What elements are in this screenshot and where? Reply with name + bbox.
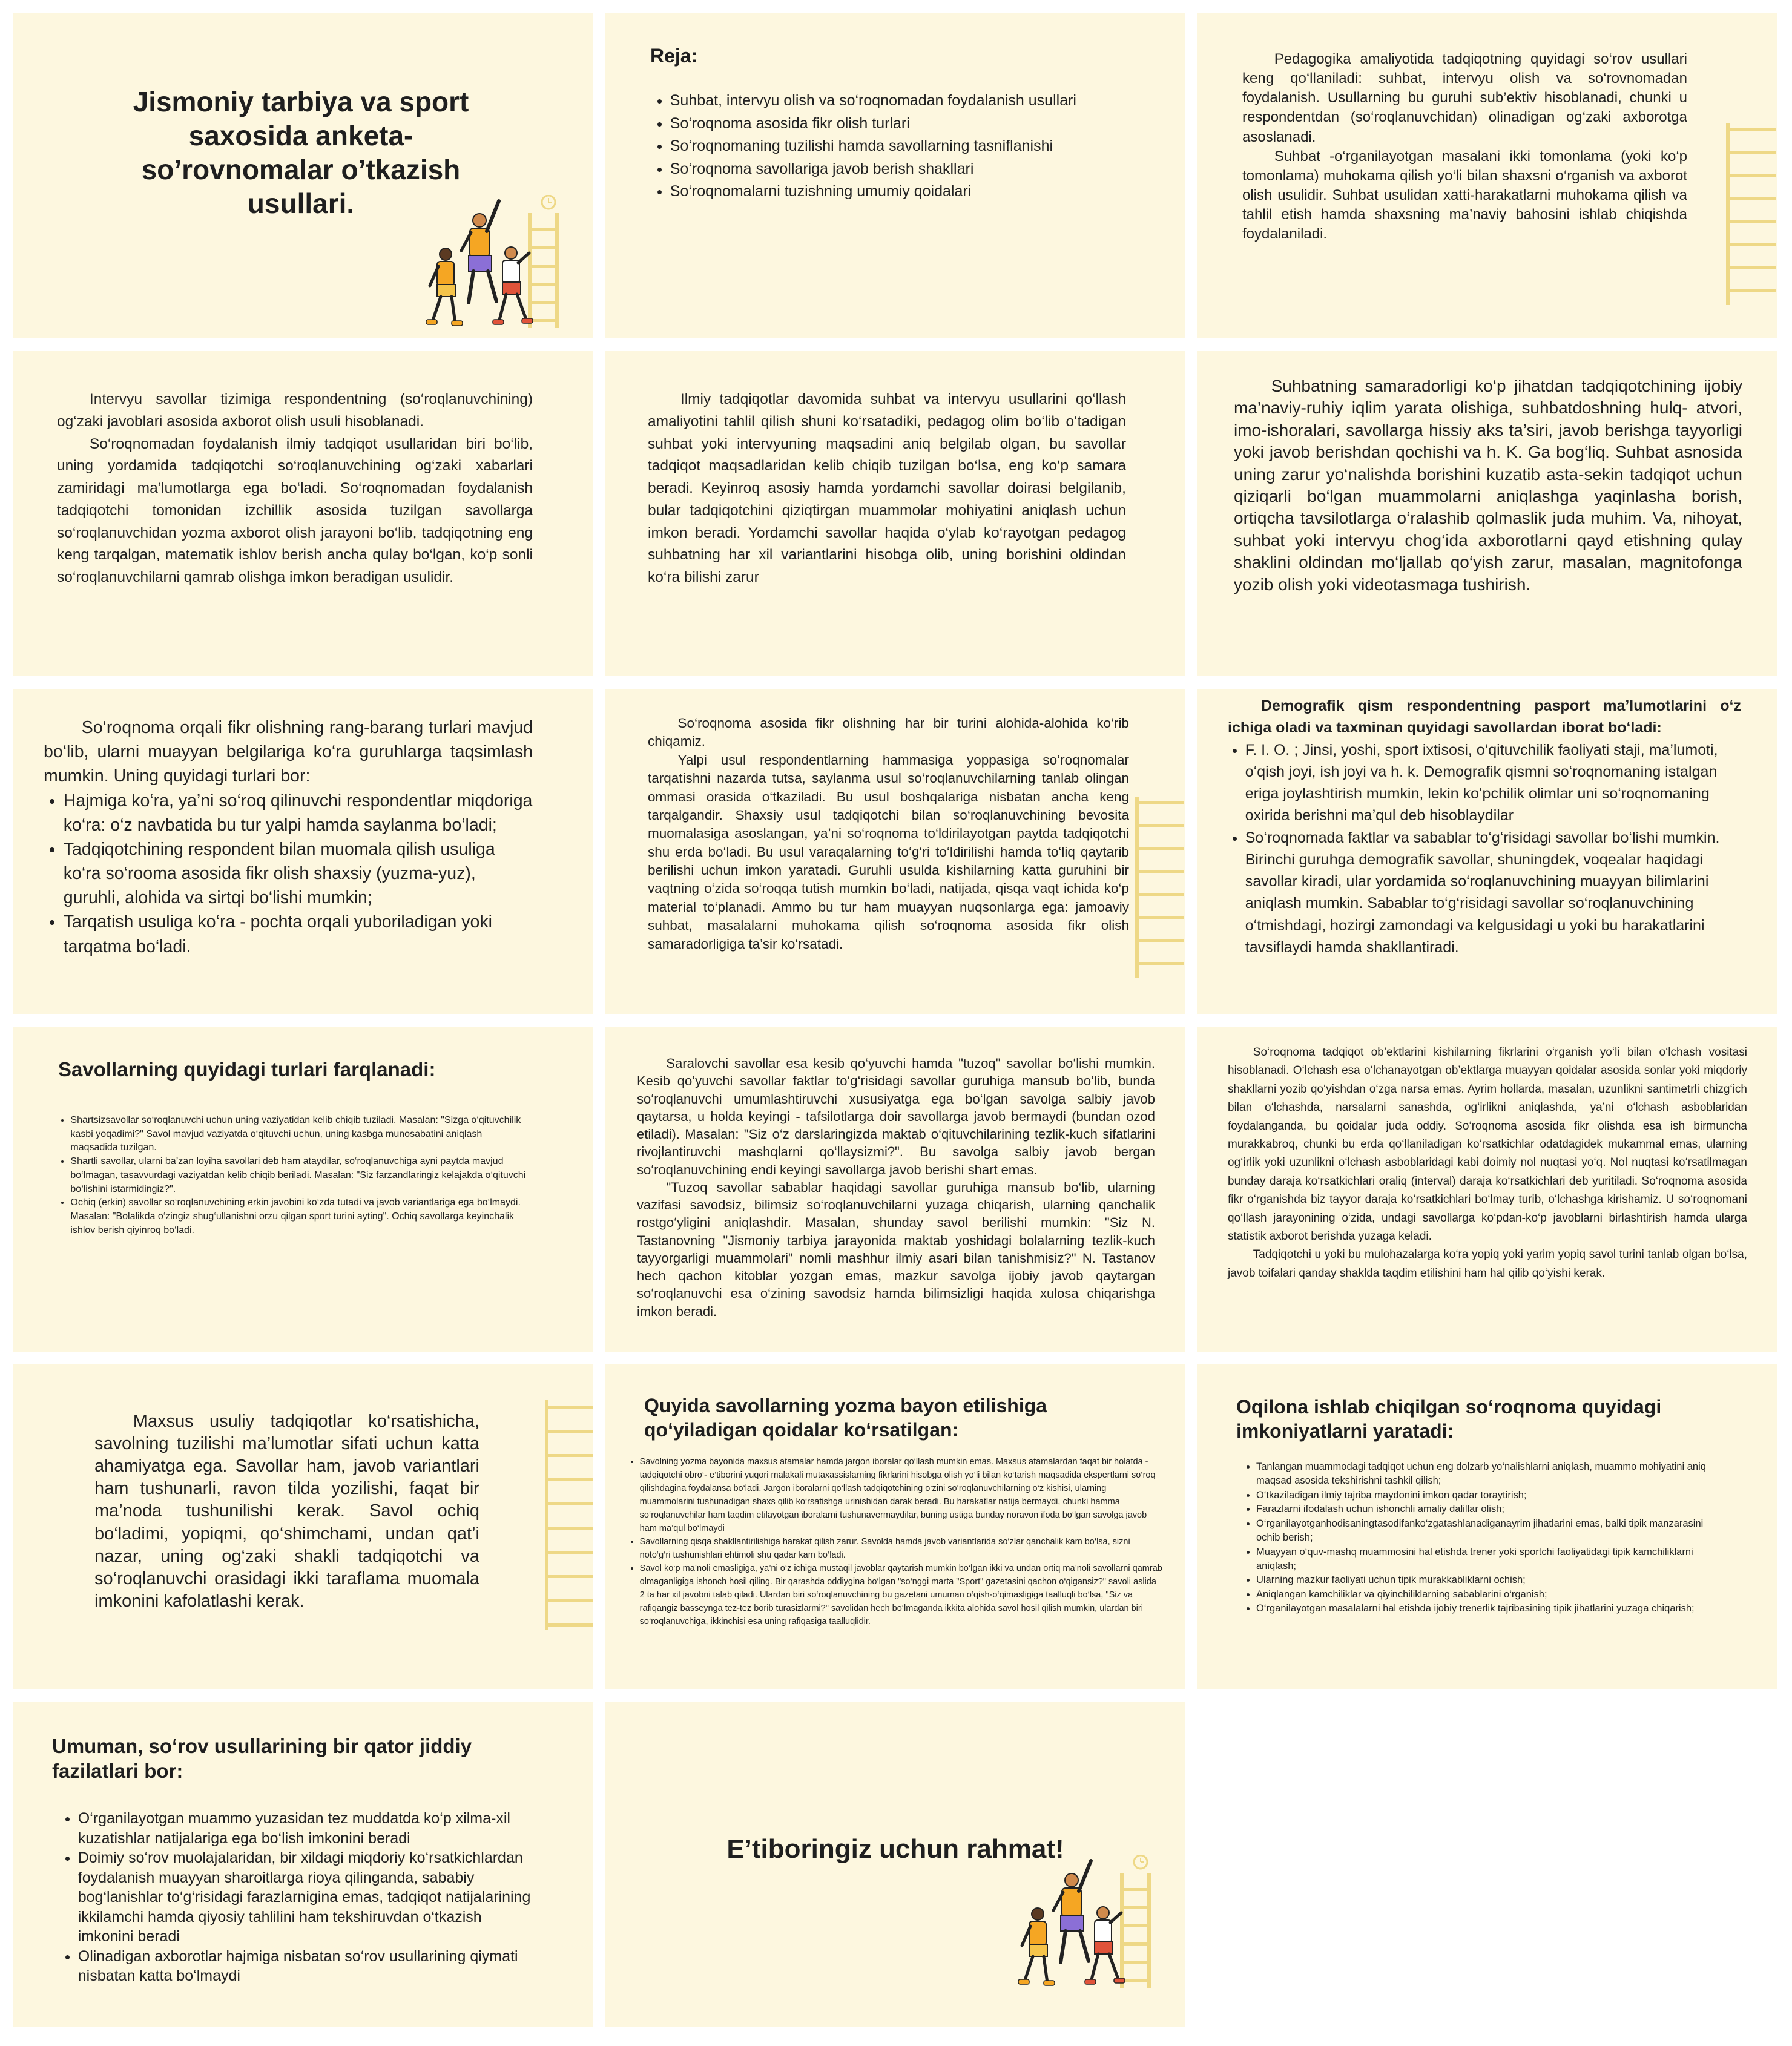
benefit-item: • O‘tkaziladigan ilmiy tajriba maydonini imkon qadar toraytirish; <box>1256 1488 1717 1502</box>
survey-type-item: • Hajmiga ko‘ra, ya’ni so‘roq qilinuvchi respondentlar miqdoriga ko‘ra: o‘z navbatida bu tur yalpi hamda saylanma bo‘ladi; <box>64 789 533 837</box>
question-structure-text <box>94 1410 479 1613</box>
question-type-item: • Shartsizsavollar so‘roqlanuvchi uchun uning vaziyatidan kelib chiqib tuziladi. Masalan: "Sizga o‘qituvchilik kasbi yoqadimi?" Savol mavjud vaziyatda o‘qituvchi uchun, uning kasbga munosabatini aniqlash maqsadida tuzilgan. <box>70 1114 532 1155</box>
slide-filter-questions <box>605 1027 1185 1352</box>
slide-survey-advantages <box>13 1702 593 2027</box>
interview-paragraph: So‘roqnomadan foydalanish ilmiy tadqiqot usullaridan biri bo‘lib, uning yordamida tadqiqotchi so‘roqlanuvchining og‘zaki xabarlari zamiridagi ma’lumotlarga ega bo‘ladi. So‘roqnomadan foydalanish tadqiqotchi tomonidan izchillik asosida tuzilgan savollarga so‘roqlanuvchidan yozma axborot olish jarayoni bo‘lib, tadqiqotning eng keng tarqalgan, matematik ishlov berish ancha qulay bo‘lgan, ko‘p sonli so‘roqlanuvchilarni qamrab olishga imkon beradigan usulidir. <box>57 435 533 585</box>
questionnaire-benefits-list <box>1245 1460 1717 1616</box>
interview-paragraph: Intervyu savollar tizimiga respondentning (so‘roqlanuvchining) og‘zaki javoblari asosida axborot olish usuli hisoblanadi. <box>57 391 533 430</box>
advantage-item: • O‘rganilayotgan muammo yuzasidan tez muddatda ko‘p xilma-xil kuzatishlar natijalariga ega bo‘lish imkonini beradi <box>78 1809 533 1848</box>
demographic-item: • So‘roqnomada faktlar va sabablar to‘g‘risidagi savollar bo‘lishi mumkin. Birinchi guruhga demografik savollar, shuningdek, voqealar haqidagi savollar kiradi, ular yordamida so‘roqlanuvchining muayyan bilimlarini aniqlash mumkin. Sabablar to‘g‘risidagi savollar so‘roqlanuvchining o‘tmishdagi, hozirgi zamondagi va kelgusidagi u yoki bu harakatlarini tavsiflaydi hamda shakllantiradi. <box>1245 827 1741 959</box>
methods-text <box>1242 50 1687 245</box>
survey-type-item: • Tarqatish usuliga ko‘ra - pochta orqali yuboriladigan yoki tarqatma bo‘ladi. <box>64 910 533 958</box>
advantage-item: • Doimiy so‘rov muolajalaridan, bir xildagi miqdoriy ko‘rsatkichlardan foydalanish muayyan sharoitlarga rioya qilinganda, sababiy bog‘lanishlar to‘g‘risidagi farazlarnigina emas, tadqiqot natijalarining ikkilamchi hamda qiyosiy tahlilini ham tekshiruvdan o‘tkazish imkonini beradi <box>78 1848 533 1947</box>
slide-effectiveness <box>1197 351 1777 676</box>
slide-questionnaire-benefits <box>1197 1364 1777 1689</box>
research-text <box>648 389 1126 589</box>
writing-rules-heading: Quyida savollarning yozma bayon etilishiga qo‘yiladigan qoidalar ko‘rsatilgan: <box>644 1395 1047 1441</box>
measurement-text <box>1228 1044 1747 1283</box>
plan-item: • So‘roqnoma asosida fikr olish turlari <box>670 113 1149 136</box>
plan-item: • Suhbat, intervyu olish va so‘roqnomadan foydalanish usullari <box>670 90 1149 113</box>
presentation-title: Jismoniy tarbiya va sport saxosida anketa-so’rovnomalar o’tkazish usullari. <box>133 86 469 220</box>
measurement-paragraph: Tadqiqotchi u yoki bu mulohazalarga ko‘ra yopiq yoki yarim yopiq savol turini tanlab olgan bo‘lsa, javob toifalari qanday shaklda taqdim etilishini ham hal qilib qo‘yishi kerak. <box>1228 1248 1747 1280</box>
survey-types-intro: So‘roqnoma orqali fikr olishning rang-barang turlari mavjud bo‘lib, ularni muayyan belgilariga ko‘ra guruhlarga taqsimlash mumkin. Uning quyidagi turlari bor: <box>44 718 533 786</box>
athletes-illustration <box>1011 1855 1156 1988</box>
demographic-intro: Demografik qism respondentning pasport ma’lumotlarini o‘z ichiga oladi va taxminan quyidagi savollardan iborat bo‘ladi: <box>1228 697 1741 737</box>
filter-questions-text <box>637 1054 1155 1320</box>
interview-text <box>57 389 533 589</box>
writing-rule-item: • Savollarning qisqa shakllantirilishiga harakat qilish zarur. Savolda hamda javob variantlarida so‘zlar qanchalik kam bo‘lsa, sizni noto‘g‘ri tushunishlari ehtimoli shu qadar kam bo‘ladi. <box>640 1535 1162 1562</box>
slide-research <box>605 351 1185 676</box>
survey-advantages-heading: Umuman, so‘rov usullarining bir qator jiddiy fazilatlari bor: <box>52 1735 472 1783</box>
slide-title <box>13 13 593 338</box>
survey-types-text <box>44 715 533 959</box>
demographic-text <box>1228 695 1741 958</box>
plan-item: • So‘roqnomaning tuzilishi hamda savollarning tasniflanishi <box>670 135 1149 158</box>
effectiveness-text <box>1234 375 1742 596</box>
slide-measurement <box>1197 1027 1777 1352</box>
slide-thanks <box>605 1702 1185 2027</box>
benefit-item: • O‘rganilayotganhodisaningtasodifanko‘zgatashlanadiganayrim jihatlarini emas, balki tipik manzarasini ochib berish; <box>1256 1517 1717 1545</box>
effectiveness-paragraph: Suhbatning samaradorligi ko‘p jihatdan tadqiqotchining ijobiy ma’naviy-ruhiy iqlim yarata olishiga, suhbatdoshning hulq- atvori, imo-ishoralari, savollarga hissiy aks ta’siri, javob berishga tayyorligi yoki javob berishdan qochishi va h. K. Ga bog‘liq. Suhbat asnosida uning zarur yo‘nalishda borishini kuzatib asta-sekin tadqiqot uchun qiziqarli bo‘lgan muammolarni aniqlashga yaqinlasha borish, ortiqcha tavsilotlarga o‘ralashib qolmaslik juda muhim. Va, nihoyat, suhbat yoki intervyu chog‘ida axborotlarni qayd etishning qulay shaklini oldindan mo‘ljallab qo‘yish zarur, masalan, magnitofonga yozib olish yoki videotasmaga tushirish. <box>1234 377 1742 594</box>
ladder-decoration <box>1135 797 1184 978</box>
survey-type-item: • Tadqiqotchining respondent bilan muomala qilish usuliga ko‘ra so‘rooma asosida fikr olish shaxsiy (yuzma-yuz), guruhli, alohida va sirtqi bo‘lishi mumkin; <box>64 837 533 910</box>
ladder-decoration <box>1726 123 1776 305</box>
survey-kinds-paragraph: So‘roqnoma asosida fikr olishning har bir turini alohida-alohida ko‘rib chiqamiz. <box>648 715 1129 749</box>
measurement-paragraph: So‘roqnoma tadqiqot ob’ektlarini kishilarning fikrlarini o‘rganish yo‘li bilan o‘lchash vositasi hisoblanadi. O‘lchash esa o‘lchanayotgan ob’ektlarga muayyan qoidalar asosida sonlar yoki miqdoriy shakllarni yozib qo‘yishdan o‘zga narsa emas. Ayrim hollarda, masalan, uzunlikni santimetrli chizg‘ich bilan o‘lchashda, narsalarni sanashda, og‘irlikni aniqlashda, ya’ni o‘lchash asboblaridan foydalanganda, bu qoidalar juda oddiy. So‘roqnoma asosida fikr olishda esa ish birmuncha murakkabroq, chunki bu erda qo‘llaniladigan ko‘rsatkichlar odatdagidek mukammal emas, ularning og‘irlik yoki uzunlikni o‘lchash asboblaridagi kabi doimiy nol nuqtasi yo‘q. Nol nuqtasi ko‘rsatilmagan bunday daraja ko‘rsatkichlari oraliq (interval) daraja ko‘rsatkichlari deb yuritiladi. So‘roqnoma asosida fikr o‘rganishda biz tayyor daraja ko‘rsatkichlari bo‘lmay turib, o‘lchashga kirishamiz. U so‘roqnomani qo‘llash jarayonining o‘zida, undagi savollarga ko‘pdan-ko‘p javoblarni birlashtirish hamda ularga statistik axborot berishda yuzaga keladi. <box>1228 1046 1747 1243</box>
filter-questions-paragraph: Saralovchi savollar esa kesib qo‘yuvchi hamda "tuzoq" savollar bo‘lishi mumkin. Kesib qo‘yuvchi savollar faktlar to‘g‘risidagi savollar guruhiga mansub bo‘lib, bunda so‘roqlanuvchi umumlashtiruvchi xususiyatga ega bo‘lgan savolga salbiy javob qaytarsa, u holda keyingi - tafsilotlarga doir savollarga javob bermaydi (bundan ozod etiladi). Masalan: "Siz o‘z darslaringizda maktab o‘qituvchilarining tezlik-kuch sifatlarini rivojlantiruvchi mashqlarni qo‘llaysizmi?". Bu savolga salbiy javob bergan so‘roqlanuvchining endi keyingi savollarga javob berishi shart emas. <box>637 1056 1155 1177</box>
question-structure-paragraph: Maxsus usuliy tadqiqotlar ko‘rsatishicha, savolning tuzilishi ma’lumotlar sifati uchun katta ahamiyatga ega. Savollar ham, javob variantlari ham tushunarli, ravon tilda yozilishi, faqat bir ma’noda tushunilishi kerak. Savol ochiq bo‘ladimi, yopiqmi, qo‘shimchami, undan qat’i nazar, uning og‘zaki shakli tadqiqotchi va so‘roqlanuvchi orasidagi ikki taraflama muomala imkonini kafolatlashi kerak. <box>94 1412 479 1611</box>
slide-demographic <box>1197 689 1777 1014</box>
advantage-item: • Olinadigan axborotlar hajmiga nisbatan so‘rov usullarining qiymati nisbatan katta bo‘lmaydi <box>78 1947 533 1986</box>
question-type-item: • Ochiq (erkin) savollar so‘roqlanuvchining erkin javobini ko‘zda tutadi va javob variantlariga ega bo‘lmaydi. Masalan: "Bolalikda o‘zingiz shug‘ullanishni orzu qilgan sport turini ayting". Ochiq savollarga keyinchalik ishlov berish qiyinroq bo‘ladi. <box>70 1196 532 1237</box>
survey-kinds-text <box>648 714 1129 953</box>
thanks-title: E’tiboringiz uchun rahmat! <box>726 1834 1064 1864</box>
writing-rules-list <box>630 1455 1162 1628</box>
slide-survey-kinds <box>605 689 1185 1014</box>
slide-question-structure <box>13 1364 593 1689</box>
slide-methods <box>1197 13 1777 338</box>
benefit-item: • Tanlangan muammodagi tadqiqot uchun eng dolzarb yo‘nalishlarni aniqlash, muammo mohiyatini aniq maqsad asosida tekshirishni tashkil qilish; <box>1256 1460 1717 1488</box>
athletes-illustration <box>419 195 564 328</box>
slide-survey-types <box>13 689 593 1014</box>
slide-plan <box>605 13 1185 338</box>
survey-kinds-paragraph: Yalpi usul respondentlarning hammasiga yoppasiga so‘roqnomalar tarqatishni nazarda tutsa, saylanma usul so‘roqlanuvchilarning tanlab olingan ommasi orasida o‘tkaziladi. Bu usul boshqalariga nisbatan ancha keng tarqalgandir. Shaxsiy usul tadqiqotchi bilan so‘roqlanuvchining bevosita muomalasiga asoslangan, ya’ni so‘roqnoma to‘ldirilayotgan paytda tadqiqotchi shu erda bo‘ladi. Bu usul varaqalarning to‘g‘ri to‘ldirilishi hamda to‘liq qaytarib berilishi uchun imkon yaratadi. Guruhli usulda kishilarning katta guruhini bir vaqtning o‘zida so‘roqqa tutish mumkin bo‘ladi, natijada, qisqa vaqt ichida ko‘p material to‘planadi. Ammo bu tur ham muayyan nuqsonlarga ega: jamoaviy suhbat, masalalarni muhokama qilish so‘roqnoma asosida fikr olish samaradorligiga ta’sir ko‘rsatadi. <box>648 752 1129 952</box>
filter-questions-paragraph: "Tuzoq savollar sabablar haqidagi savollar guruhiga mansub bo‘lib, ularning vazifasi savodsiz, bilimsiz so‘roqlanuvchilarni yuzaga chiqarish, ularning qanchalik rostgo‘yligini aniqlashdir. Masalan, shunday savol berilishi mumkin: "Siz N. Tastanovning "Jismoniy tarbiya jarayonida maktab yoshidagi bolalarning tezlik-kuch tayyorgarligi muammolari" nomli mashhur ilmiy asari bilan tanishmisiz?" N. Tastanov hech qachon kitoblar yozgan emas, mazkur savolga ijobiy javob qaytargan so‘roqlanuvchi esa o‘zining savodsiz hamda bilimsizligi haqida xulosa chiqarishga imkon beradi. <box>637 1179 1155 1319</box>
survey-advantages-list <box>61 1809 533 1986</box>
question-type-item: • Shartli savollar, ularni ba’zan loyiha savollari deb ham ataydilar, so‘roqlanuvchiga ayni paytda mavjud bo‘lmagan, tasavvurdagi vaziyatdan kelib chiqib beriladi. Masalan: "Siz farzandlaringiz kelajakda o‘qituvchi bo‘lishini istarmidingiz?". <box>70 1155 532 1196</box>
benefit-item: • Ularning mazkur faoliyati uchun tipik murakkabliklarni ochish; <box>1256 1573 1717 1587</box>
benefit-item: • O‘rganilayotgan masalalarni hal etishda ijobiy trenerlik tajribasining tipik jihatlarini yuzaga chiqarish; <box>1256 1602 1717 1616</box>
slide-interview <box>13 351 593 676</box>
question-types-list <box>59 1114 532 1237</box>
plan-item: • So‘roqnomalarni tuzishning umumiy qoidalari <box>670 180 1149 203</box>
benefit-item: • Muayyan o‘quv-mashq muammosini hal etishda trener yoki sportchi faoliyatidagi tipik kamchiliklarni aniqlash; <box>1256 1545 1717 1574</box>
plan-item: • So‘roqnoma savollariga javob berish shakllari <box>670 158 1149 181</box>
demographic-item: • F. I. O. ; Jinsi, yoshi, sport ixtisosi, o‘qituvchilik faoliyati staji, ma’lumoti, o‘qish joyi, ish joyi va h. k. Demografik qismni so‘roqnomaning istalgan eriga joylashtirish mumkin, lekin ko‘pchilik olimlar uni so‘roqnomaning oxirida berishni ma’qul deb hisoblaydilar <box>1245 739 1741 827</box>
benefit-item: • Farazlarni ifodalash uchun ishonchli amaliy dalillar olish; <box>1256 1502 1717 1516</box>
methods-paragraph: Pedagogika amaliyotida tadqiqotning quyidagi so‘rov usullari keng qo‘llaniladi: suhbat, intervyu olish va so‘rovnomadan foydalanish. Usullarning bu guruhi sub’ektiv hisoblanadi, chunki u respondentdan (so‘roqlanuvchidan) olinadigan og‘zaki axborotga asoslanadi. <box>1242 51 1687 145</box>
writing-rule-item: • Savol ko‘p ma’noli emasligiga, ya’ni o‘z ichiga mustaqil javoblar qaytarish mumkin bo‘lgan ikki va undan ortiq ma’noli savollarni qamrab olmaganligiga ishonch hosil qiling. Bir qarashda oddiygina bo‘lgan "so‘nggi marta "Sport" gazetasini qachon o‘qigansiz?" savoli aslida 2 ta har xil javobni talab qiladi. Ulardan biri so‘roqlanuvchining bu gazetani umuman o‘qish-o‘qimasligiga taalluqli bo‘lsa, "Siz va rafiqangiz basseynga tez-tez borib turasizlarmi?" savolidan hech bo‘lmaganda ikkita alohida savol hosil qilish mumkin, ulardan biri so‘roqlanuvchiga, ikkinchisi esa uning rafiqasiga taalluqlidir. <box>640 1562 1162 1628</box>
slide-question-types <box>13 1027 593 1352</box>
methods-paragraph: Suhbat -o‘rganilayotgan masalani ikki tomonlama (yoki ko‘p tomonlama) muhokama qilish yo‘li bilan shaxsni o‘rganish va axborot olish usulidir. Suhbat usulidan xatti-harakatlarni muhokama qilish va tahlil etish hamda shaxsning ma’naviy bahosini ishlab chiqishda foydalaniladi. <box>1242 148 1687 243</box>
plan-list <box>653 90 1149 203</box>
writing-rule-item: • Savolning yozma bayonida maxsus atamalar hamda jargon iboralar qo‘llash mumkin emas. Maxsus atamalardan faqat bir holatda - tadqiqotchi obro‘- e’tiborini yuqori malakali mutaxassislarning fikrlarini hisobga olish yo‘li bilan ko‘tarish maqsadida ekspertlarni so‘roq qilishdagina foydalansa bo‘ladi. Jargon iboralarni qo‘llash tadqiqotchining o‘zini so‘roqlanuvchilarning o‘z kishisi, ularning muammolarini tushunadigan shaxs qilib ko‘rsatishga urinishidan darak beradi. Bu harakatlar natija bermaydi, chunki hamma so‘roqlanuvchilar ham taqdim etilayotgan iboralarni tushunavermaydilar, buning ustiga bunday noravon ifoda bo‘lgan savolga javob ham ma’qul bo‘lmaydi <box>640 1455 1162 1535</box>
research-paragraph: Ilmiy tadqiqotlar davomida suhbat va intervyu usullarini qo‘llash amaliyotini tahlil qilish shuni ko‘rsatadiki, pedagog olim bo‘lib o‘tadigan suhbat yoki intervyuning maqsadini aniq belgilab olgan, bu savollar tadqiqot maqsadlaridan kelib chiqib tuzilgan bo‘lsa, eng ko‘p samara beradi. Keyinroq asosiy hamda yordamchi savollar doirasi belgilanib, bular tadqiqotchini qiziqtirgan muammolar mohiyatini aniqlash uchun imkon beradi. Yordamchi savollar haqida o‘ylab ko‘rayotgan pedagog suhbatning har xil variantlarini hisobga olib, uning borishini oldindan ko‘ra bilishi zarur <box>648 391 1126 585</box>
plan-heading: Reja: <box>650 45 698 67</box>
questionnaire-benefits-heading: Oqilona ishlab chiqilgan so‘roqnoma quyidagi imkoniyatlarni yaratadi: <box>1236 1396 1662 1442</box>
question-types-heading: Savollarning quyidagi turlari farqlanadi: <box>58 1058 436 1081</box>
benefit-item: • Aniqlangan kamchiliklar va qiyinchiliklarning sabablarini o‘rganish; <box>1256 1588 1717 1602</box>
slide-writing-rules <box>605 1364 1185 1689</box>
ladder-decoration <box>545 1400 593 1630</box>
